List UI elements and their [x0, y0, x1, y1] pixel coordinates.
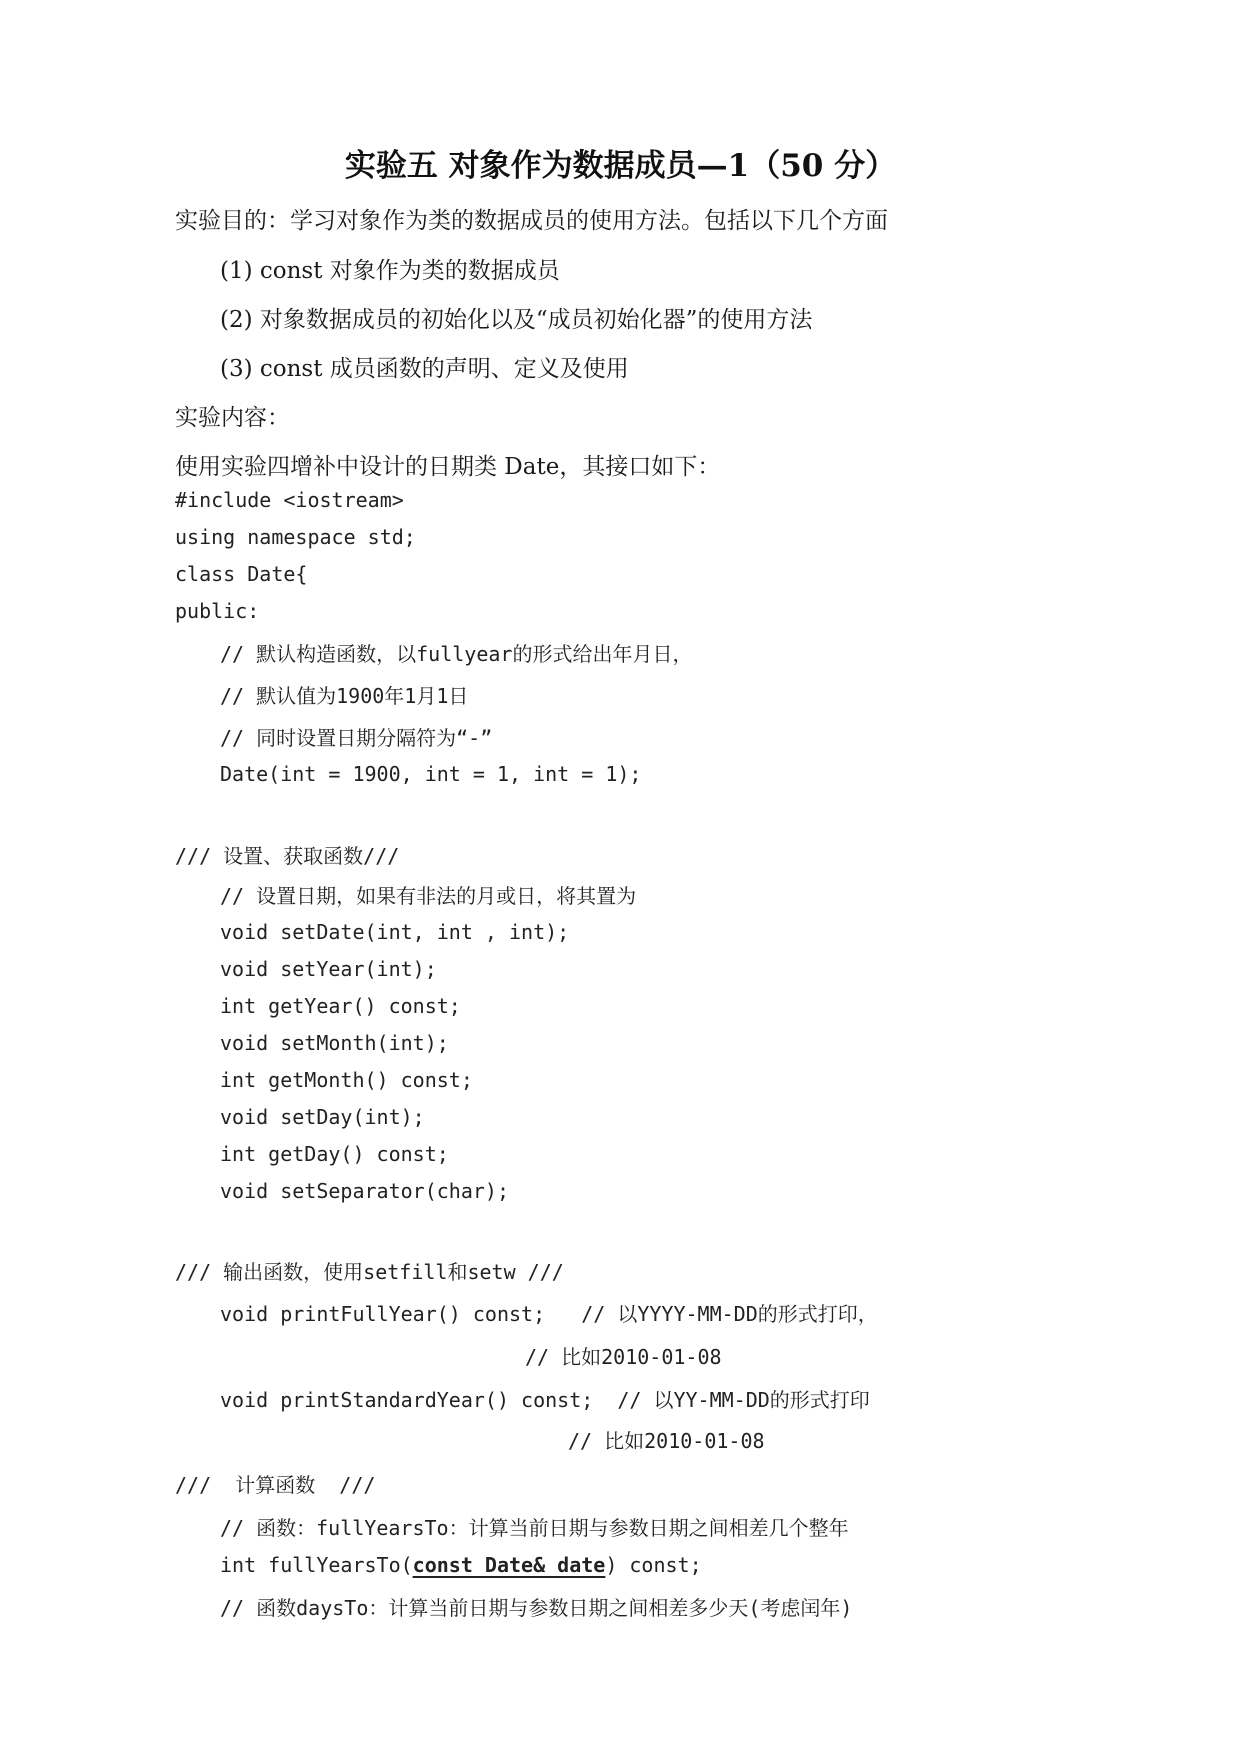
code-comment: // 默认值为1900年1月1日	[220, 684, 469, 708]
code-section-comment: /// 输出函数，使用setfill和setw ///	[175, 1260, 564, 1284]
code-line: void setMonth(int);	[220, 1031, 449, 1055]
code-line: int getYear() const;	[220, 994, 461, 1018]
code-line: using namespace std;	[175, 525, 416, 549]
code-section-comment: /// 设置、获取函数///	[175, 844, 400, 868]
code-section-comment: /// 计算函数 ///	[175, 1473, 376, 1497]
content-label: 实验内容：	[175, 405, 290, 431]
code-line	[220, 1553, 702, 1577]
code-line: void printFullYear() const; // 以YYYY-MM-DD的形式打印，	[220, 1302, 878, 1326]
code-line: void setYear(int);	[220, 957, 437, 981]
code-fragment: int fullYearsTo(	[220, 1553, 413, 1577]
code-comment: // 比如2010-01-08	[568, 1429, 765, 1453]
purpose-item-1: (1) const 对象作为类的数据成员	[220, 258, 560, 284]
underlined-param: const Date& date	[412, 1553, 606, 1577]
code-comment: // 同时设置日期分隔符为“-”	[220, 726, 493, 750]
code-line: class Date{	[175, 562, 308, 586]
code-line: void setSeparator(char);	[220, 1179, 509, 1203]
code-line: #include <iostream>	[175, 488, 404, 512]
code-comment: // 函数：fullYearsTo：计算当前日期与参数日期之间相差几个整年	[220, 1516, 849, 1540]
code-comment: // 比如2010-01-08	[525, 1345, 722, 1369]
page-title: 实验五 对象作为数据成员—1（50 分）	[344, 148, 897, 184]
purpose-item-2: (2) 对象数据成员的初始化以及“成员初始化器”的使用方法	[220, 307, 813, 333]
intro-text: 使用实验四增补中设计的日期类 Date，其接口如下：	[175, 454, 721, 480]
code-comment: // 函数daysTo：计算当前日期与参数日期之间相差多少天(考虑闰年)	[220, 1596, 853, 1620]
code-fragment: ) const;	[605, 1553, 702, 1577]
purpose-label: 实验目的：学习对象作为类的数据成员的使用方法。包括以下几个方面	[175, 208, 888, 234]
code-line: void setDay(int);	[220, 1105, 425, 1129]
code-line: public:	[175, 599, 260, 623]
code-comment: // 默认构造函数，以fullyear的形式给出年月日，	[220, 642, 693, 666]
code-line: void printStandardYear() const; // 以YY-MM-DD的形式打印	[220, 1388, 870, 1412]
code-line: int getMonth() const;	[220, 1068, 473, 1092]
code-comment: // 设置日期，如果有非法的月或日，将其置为	[220, 884, 637, 908]
code-line: void setDate(int, int , int);	[220, 920, 570, 944]
purpose-item-3: (3) const 成员函数的声明、定义及使用	[220, 356, 629, 382]
code-line: int getDay() const;	[220, 1142, 449, 1166]
code-line: Date(int = 1900, int = 1, int = 1);	[220, 762, 642, 786]
